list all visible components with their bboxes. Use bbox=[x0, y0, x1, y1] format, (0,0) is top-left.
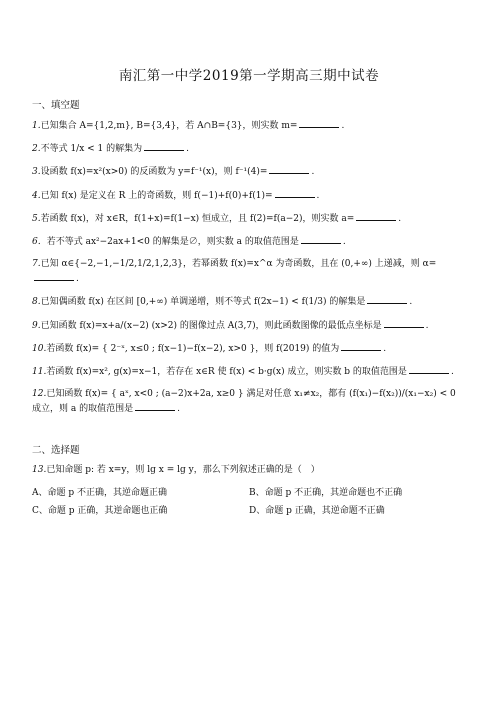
question-number: 12. bbox=[32, 389, 47, 400]
question-tail: . bbox=[186, 144, 190, 155]
question-11 bbox=[32, 364, 466, 379]
answer-blank[interactable] bbox=[367, 294, 407, 304]
question-2 bbox=[32, 141, 466, 156]
question-8 bbox=[32, 294, 466, 309]
section-choice: 二、选择题 bbox=[32, 445, 80, 457]
question-3 bbox=[32, 164, 466, 179]
options bbox=[32, 485, 466, 516]
question-10 bbox=[32, 341, 466, 356]
question-12 bbox=[32, 387, 466, 416]
option-d[interactable]: D、命题 p 正确，其逆命题不正确 bbox=[249, 506, 385, 517]
question-text: 已知命题 p: 若 x=y，则 lg x = lg y，那么下列叙述正确的是（ ） bbox=[46, 465, 320, 476]
question-number: 8. bbox=[32, 297, 41, 308]
answer-blank[interactable] bbox=[301, 234, 341, 244]
answer-blank[interactable] bbox=[299, 118, 339, 128]
option-b[interactable]: B、命题 p 不正确，其逆命题也不正确 bbox=[249, 488, 403, 499]
question-number: 5. bbox=[32, 213, 41, 224]
question-number: 2. bbox=[32, 144, 41, 155]
question-number: 3. bbox=[32, 167, 41, 178]
question-tail: . bbox=[409, 297, 413, 308]
answer-blank[interactable] bbox=[135, 401, 175, 411]
question-text: 若函数 f(x)= { 2⁻ˣ, x≤0 ; f(x−1)−f(x−2), x>0 }，则 f(2019) 的值为 bbox=[46, 343, 340, 354]
question-number: 9. bbox=[32, 320, 41, 331]
page-title: 南汇第一中学2019第一学期高三期中试卷 bbox=[118, 68, 380, 84]
question-text: 已知函数 f(x)=x+a/(x−2) (x>2) 的图像过点 A(3,7)，则此函数图像的最低点坐标是 bbox=[40, 320, 382, 331]
question-text: 若不等式 ax²−2ax+1<0 的解集是∅，则实数 a 的取值范围是 bbox=[46, 236, 299, 247]
question-1 bbox=[32, 118, 466, 133]
option-c[interactable]: C、命题 p 正确，其逆命题也正确 bbox=[32, 506, 168, 517]
question-tail: . bbox=[341, 121, 345, 131]
question-tail: . bbox=[76, 274, 79, 285]
question-number: 13. bbox=[32, 465, 47, 476]
question-text: 若函数 f(x)，对 x∈R，f(1+x)=f(1−x) 恒成立，且 f(2)=f(a−2)，则实数 a= bbox=[40, 213, 355, 224]
answer-blank[interactable] bbox=[144, 141, 184, 151]
question-text: 设函数 f(x)=x²(x>0) 的反函数为 y=f⁻¹(x)，则 f⁻¹(4)= bbox=[40, 167, 268, 178]
question-tail: . bbox=[450, 366, 454, 377]
question-tail: . bbox=[311, 167, 315, 178]
question-text: 已知集合 A={1,2,m}, B={3,4}，若 A∩B={3}，则实数 m= bbox=[40, 121, 298, 131]
question-text: 不等式 1/x < 1 的解集为 bbox=[40, 144, 143, 155]
question-4 bbox=[32, 188, 466, 203]
answer-blank[interactable] bbox=[341, 341, 381, 351]
option-a[interactable]: A、命题 p 不正确，其逆命题正确 bbox=[32, 488, 167, 499]
question-tail: . bbox=[342, 236, 346, 247]
section-fill-in: 一、填空题 bbox=[32, 100, 80, 111]
question-number: 7. bbox=[32, 259, 41, 270]
question-9 bbox=[32, 318, 466, 333]
question-text: 若函数 f(x)=x², g(x)=x−1，若存在 x∈R 使 f(x) < b·g(x) 成立，则实数 b 的取值范围是 bbox=[46, 366, 407, 377]
question-list bbox=[32, 118, 466, 416]
question-5 bbox=[32, 211, 466, 226]
question-tail: . bbox=[383, 343, 387, 354]
question-7 bbox=[32, 257, 466, 286]
answer-blank[interactable] bbox=[34, 271, 74, 281]
answer-blank[interactable] bbox=[275, 188, 315, 198]
answer-blank[interactable] bbox=[384, 318, 424, 328]
question-text: 已知 α∈{−2,−1,−1/2,1/2,1,2,3}，若幂函数 f(x)=x^α 为奇函数，且在 (0,+∞) 上递减，则 α= bbox=[40, 259, 437, 270]
question-13 bbox=[32, 463, 466, 477]
question-number: 10. bbox=[32, 343, 47, 354]
answer-blank[interactable] bbox=[269, 164, 309, 174]
question-tail: . bbox=[177, 404, 180, 415]
question-tail: . bbox=[425, 320, 429, 331]
answer-blank[interactable] bbox=[356, 211, 396, 221]
question-tail: . bbox=[398, 213, 402, 224]
question-text: 已知偶函数 f(x) 在区间 [0,+∞) 单调递增，则不等式 f(2x−1) < f(1/3) 的解集是 bbox=[40, 297, 366, 308]
question-number: 4. bbox=[32, 190, 41, 201]
question-tail: . bbox=[316, 190, 320, 201]
question-number: 6． bbox=[32, 236, 47, 247]
question-text: 已知 f(x) 是定义在 R 上的奇函数，则 f(−1)+f(0)+f(1)= bbox=[40, 190, 273, 201]
question-text: 已知函数 f(x)= { aˣ, x<0 ; (a−2)x+2a, x≥0 } 满足对任意 x₁≠x₂，都有 (f(x₁)−f(x₂))/(x₁−x₂) < 0 成立，则 a 的取值范围是 bbox=[32, 389, 456, 415]
question-number: 11. bbox=[32, 366, 47, 377]
answer-blank[interactable] bbox=[409, 364, 449, 374]
question-number: 1. bbox=[32, 121, 41, 131]
question-6 bbox=[32, 234, 466, 249]
